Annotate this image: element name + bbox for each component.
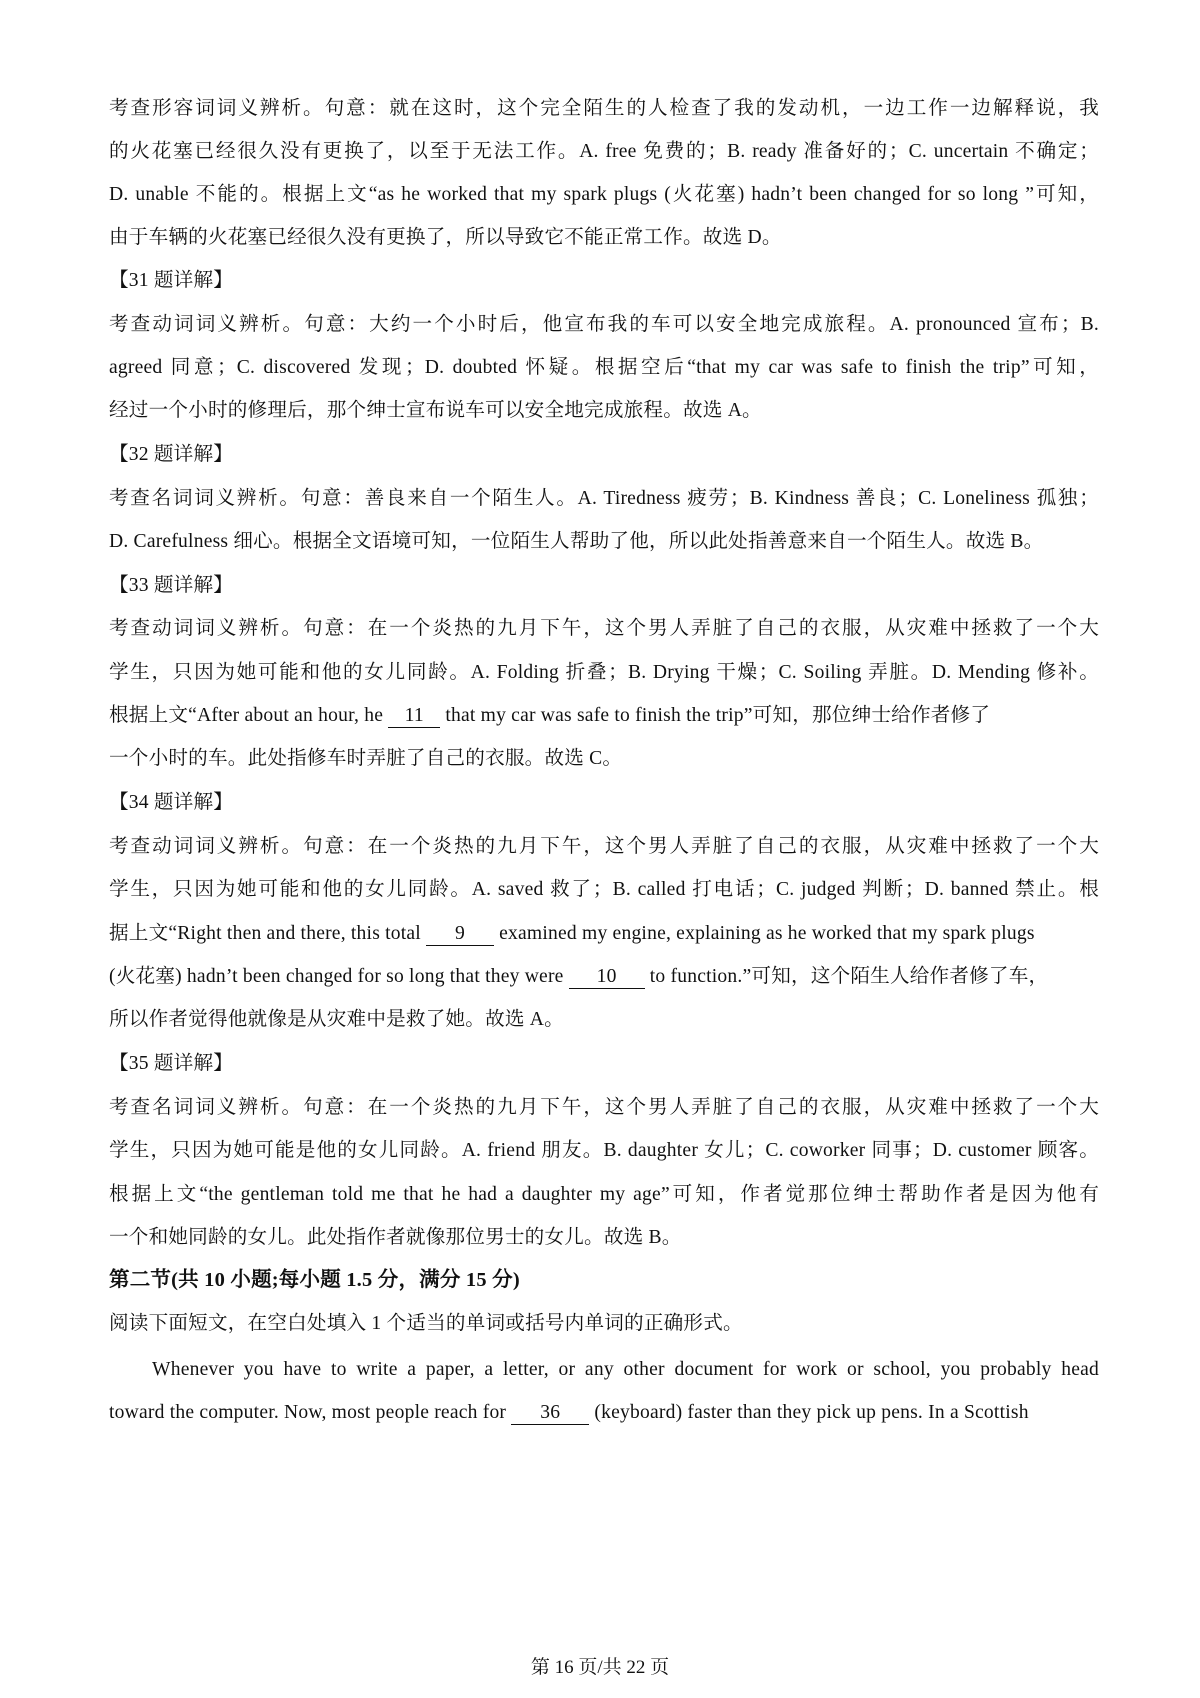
- text-line: D. unable 不能的。根据上文“as he worked that my spark plugs (火花塞) hadn’t been changed for so long ”可知，: [109, 184, 1099, 205]
- text-line: 一个和她同龄的女儿。此处指作者就像那位男士的女儿。故选 B。: [109, 1227, 682, 1248]
- text-line: 考查名词词义辨析。句意：在一个炎热的九月下午，这个男人弄脏了自己的衣服，从灾难中拯救了一个大: [109, 1097, 1099, 1118]
- question-heading-31: 【31 题详解】: [109, 270, 234, 291]
- text-segment: (火花塞) hadn’t been changed for so long that they were: [109, 966, 569, 987]
- text-line: [109, 921, 1099, 947]
- text-line: 考查形容词词义辨析。句意：就在这时，这个完全陌生的人检查了我的发动机，一边工作一边解释说，我: [109, 98, 1099, 119]
- instructions: 阅读下面短文，在空白处填入 1 个适当的单词或括号内单词的正确形式。: [109, 1313, 743, 1334]
- question-heading-34: 【34 题详解】: [109, 792, 234, 813]
- text-segment: (keyboard) faster than they pick up pens. In a Scottish: [589, 1402, 1029, 1423]
- section-title: 第二节(共 10 小题;每小题 1.5 分，满分 15 分): [109, 1269, 520, 1291]
- passage-line: [109, 1400, 1099, 1426]
- text-segment: toward the computer. Now, most people reach for: [109, 1402, 512, 1423]
- text-segment: examined my engine, explaining as he worked that my spark plugs: [494, 923, 1035, 944]
- text-line: 经过一个小时的修理后，那个绅士宣布说车可以安全地完成旅程。故选 A。: [109, 400, 762, 421]
- question-heading-35: 【35 题详解】: [109, 1053, 234, 1074]
- text-line: 的火花塞已经很久没有更换了，以至于无法工作。A. free 免费的；B. ready 准备好的；C. uncertain 不确定；: [109, 141, 1099, 162]
- page-number: 第 16 页/共 22 页: [530, 1657, 670, 1678]
- text-line: [109, 964, 1099, 990]
- passage-line: Whenever you have to write a paper, a letter, or any other document for work or school, you probably head: [152, 1359, 1099, 1380]
- answer-blank: 9: [426, 923, 494, 946]
- text-segment: to function.”可知，这个陌生人给作者修了车，: [644, 966, 1049, 987]
- text-line: 考查动词词义辨析。句意：大约一个小时后，他宣布我的车可以安全地完成旅程。A. pronounced 宣布；B.: [109, 314, 1099, 335]
- text-line: 学生，只因为她可能是他的女儿同龄。A. friend 朋友。B. daughter 女儿；C. coworker 同事；D. customer 顾客。: [109, 1140, 1099, 1161]
- text-segment: 根据上文“After about an hour, he: [109, 705, 389, 726]
- text-line: 所以作者觉得他就像是从灾难中是救了她。故选 A。: [109, 1009, 564, 1030]
- text-segment: 据上文“Right then and there, this total: [109, 923, 427, 944]
- text-line: 考查动词词义辨析。句意：在一个炎热的九月下午，这个男人弄脏了自己的衣服，从灾难中拯救了一个大: [109, 836, 1099, 857]
- answer-blank: 36: [511, 1402, 589, 1425]
- text-line: agreed 同意；C. discovered 发现；D. doubted 怀疑。根据空后“that my car was safe to finish the trip”可知，: [109, 357, 1099, 378]
- text-line: D. Carefulness 细心。根据全文语境可知，一位陌生人帮助了他，所以此处指善意来自一个陌生人。故选 B。: [109, 531, 1044, 552]
- text-line: 一个小时的车。此处指修车时弄脏了自己的衣服。故选 C。: [109, 748, 623, 769]
- text-line: 学生，只因为她可能和他的女儿同龄。A. saved 救了；B. called 打电话；C. judged 判断；D. banned 禁止。根: [109, 879, 1099, 900]
- answer-blank: 10: [569, 966, 645, 989]
- answer-blank: 11: [388, 705, 440, 728]
- text-line: 学生，只因为她可能和他的女儿同龄。A. Folding 折叠；B. Drying 干燥；C. Soiling 弄脏。D. Mending 修补。: [109, 662, 1099, 683]
- text-line: 由于车辆的火花塞已经很久没有更换了，所以导致它不能正常工作。故选 D。: [109, 227, 782, 248]
- question-heading-33: 【33 题详解】: [109, 575, 234, 596]
- text-line: 考查名词词义辨析。句意：善良来自一个陌生人。A. Tiredness 疲劳；B. Kindness 善良；C. Loneliness 孤独；: [109, 488, 1099, 509]
- text-line: 根据上文“the gentleman told me that he had a daughter my age”可知，作者觉那位绅士帮助作者是因为他有: [109, 1184, 1099, 1205]
- text-line: [109, 703, 1099, 729]
- text-line: 考查动词词义辨析。句意：在一个炎热的九月下午，这个男人弄脏了自己的衣服，从灾难中拯救了一个大: [109, 618, 1099, 639]
- text-segment: that my car was safe to finish the trip”可知，那位绅士给作者修了: [440, 705, 991, 726]
- question-heading-32: 【32 题详解】: [109, 444, 234, 465]
